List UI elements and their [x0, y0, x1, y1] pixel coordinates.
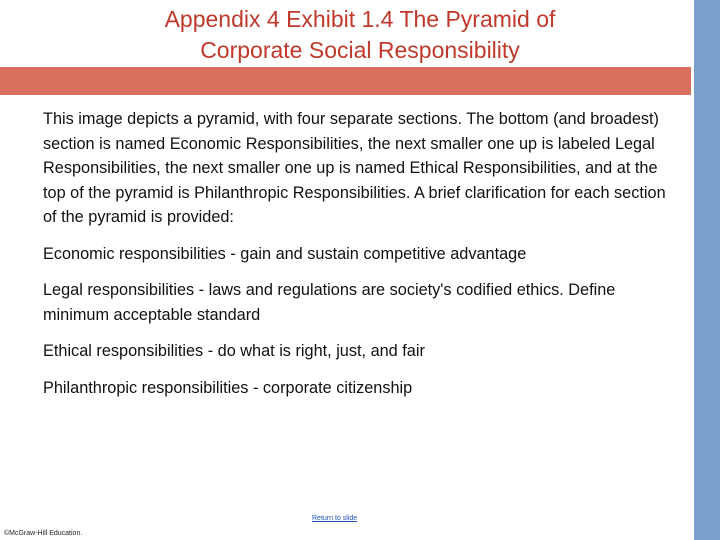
slide-title-line-2: Corporate Social Responsibility: [200, 37, 520, 63]
intro-paragraph: This image depicts a pyramid, with four separate sections. The bottom (and broadest) section is named Economic Responsibilities, the next smaller one up is labeled Legal Responsibilities, the next smaller one up is named Ethical Responsibilities, and at the top of the pyramid is Philanthropic Responsibilities. A brief clarification for each section of the pyramid is provided:: [43, 110, 666, 226]
return-to-slide-link[interactable]: Return to slide: [312, 515, 358, 522]
slide-title: [60, 4, 660, 66]
philanthropic-paragraph: Philanthropic responsibilities - corporate citizenship: [43, 378, 413, 397]
legal-paragraph: Legal responsibilities - laws and regulations are society's codified ethics. Define minimum acceptable standard: [43, 281, 616, 324]
slide-title-line-1: Appendix 4 Exhibit 1.4 The Pyramid of: [164, 6, 556, 32]
copyright-text: ©McGraw-Hill Education.: [4, 530, 83, 537]
right-accent-bar: [694, 0, 720, 540]
ethical-paragraph: Ethical responsibilities - do what is right, just, and fair: [43, 342, 425, 360]
slide-body: [43, 107, 668, 412]
right-accent-divider: [691, 0, 694, 540]
header-band: [0, 67, 691, 95]
economic-paragraph: Economic responsibilities - gain and sustain competitive advantage: [43, 244, 527, 263]
